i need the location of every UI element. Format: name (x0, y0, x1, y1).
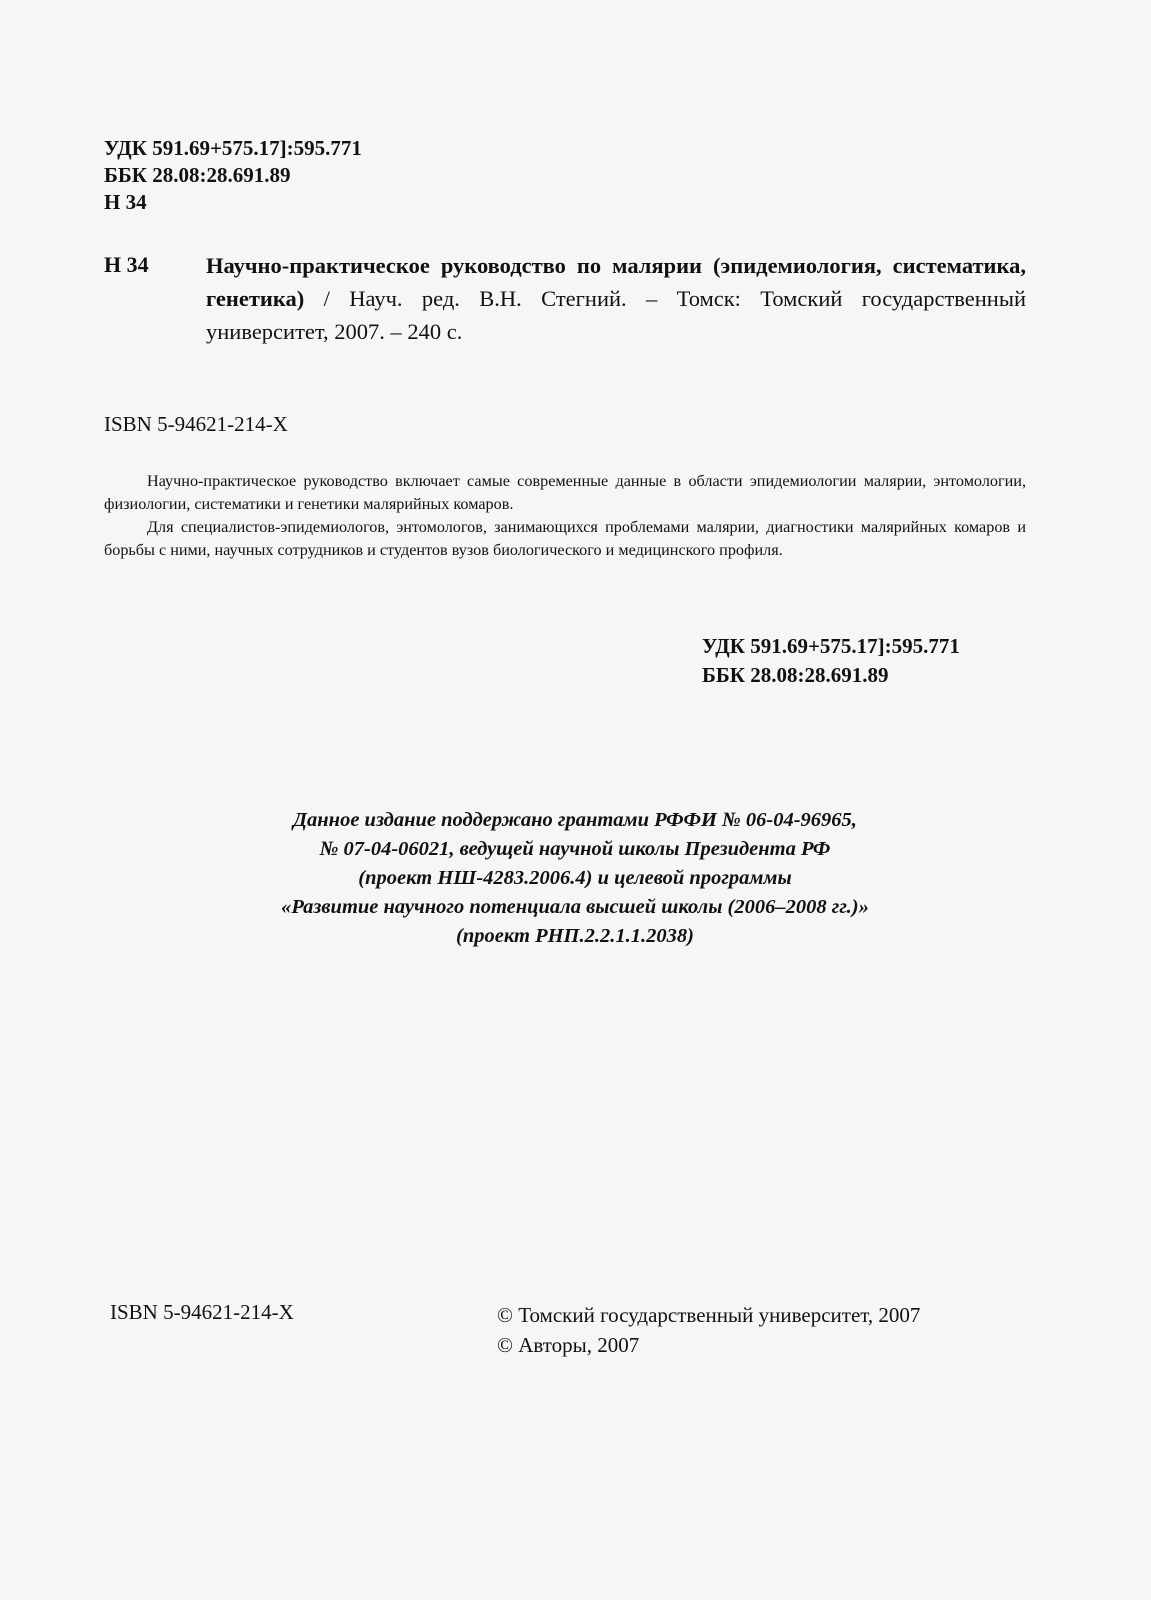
book-title: Научно-практическое руководство по малярии (эпидемиология, систематика, генетика) (206, 253, 1026, 311)
copyright-block (497, 1300, 920, 1360)
entry-author-sign: Н 34 (104, 252, 149, 277)
audience-paragraph: Для специалистов-эпидемиологов, энтомологов, занимающихся проблемами малярии, диагностики малярийных комаров и борьбы с ними, научных сотрудников и студентов вузов биологического и медицинского профиля. (104, 518, 1026, 559)
isbn-top: ISBN 5-94621-214-X (104, 412, 288, 436)
grant-acknowledgement (140, 806, 1010, 951)
grant-line: «Развитие научного потенциала высшей школы (2006–2008 гг.)» (281, 896, 869, 918)
annotation-paragraph: Научно-практическое руководство включает самые современные данные в области эпидемиологии малярии, энтомологии, физиологии, систематики и генетики малярийных комаров. (104, 472, 1026, 513)
annotation (104, 470, 1026, 562)
classification-block-right (702, 632, 960, 690)
classification-block-top (104, 135, 362, 216)
copyright-authors: © Авторы, 2007 (497, 1333, 640, 1357)
grant-line: Данное издание поддержано грантами РФФИ № 06-04-96965, (293, 809, 857, 831)
author-sign: Н 34 (104, 190, 147, 214)
copyright-university: © Томский государственный университет, 2007 (497, 1303, 921, 1327)
udk-code: УДК 591.69+575.17]:595.771 (104, 136, 362, 160)
grant-line: № 07-04-06021, ведущей научной школы Президента РФ (319, 838, 831, 860)
bbk-code: ББК 28.08:28.691.89 (104, 163, 291, 187)
udk-code-right: УДК 591.69+575.17]:595.771 (702, 634, 960, 658)
grant-line: (проект НШ-4283.2006.4) и целевой программы (358, 867, 792, 889)
publication-details: / Науч. ред. В.Н. Стегний. – Томск: Томский государственный университет, 2007. – 240 с. (206, 286, 1026, 344)
bibliographic-entry (206, 249, 1026, 348)
isbn-bottom: ISBN 5-94621-214-X (110, 1300, 294, 1324)
bbk-code-right: ББК 28.08:28.691.89 (702, 663, 889, 687)
grant-line: (проект РНП.2.2.1.1.2038) (456, 925, 694, 947)
